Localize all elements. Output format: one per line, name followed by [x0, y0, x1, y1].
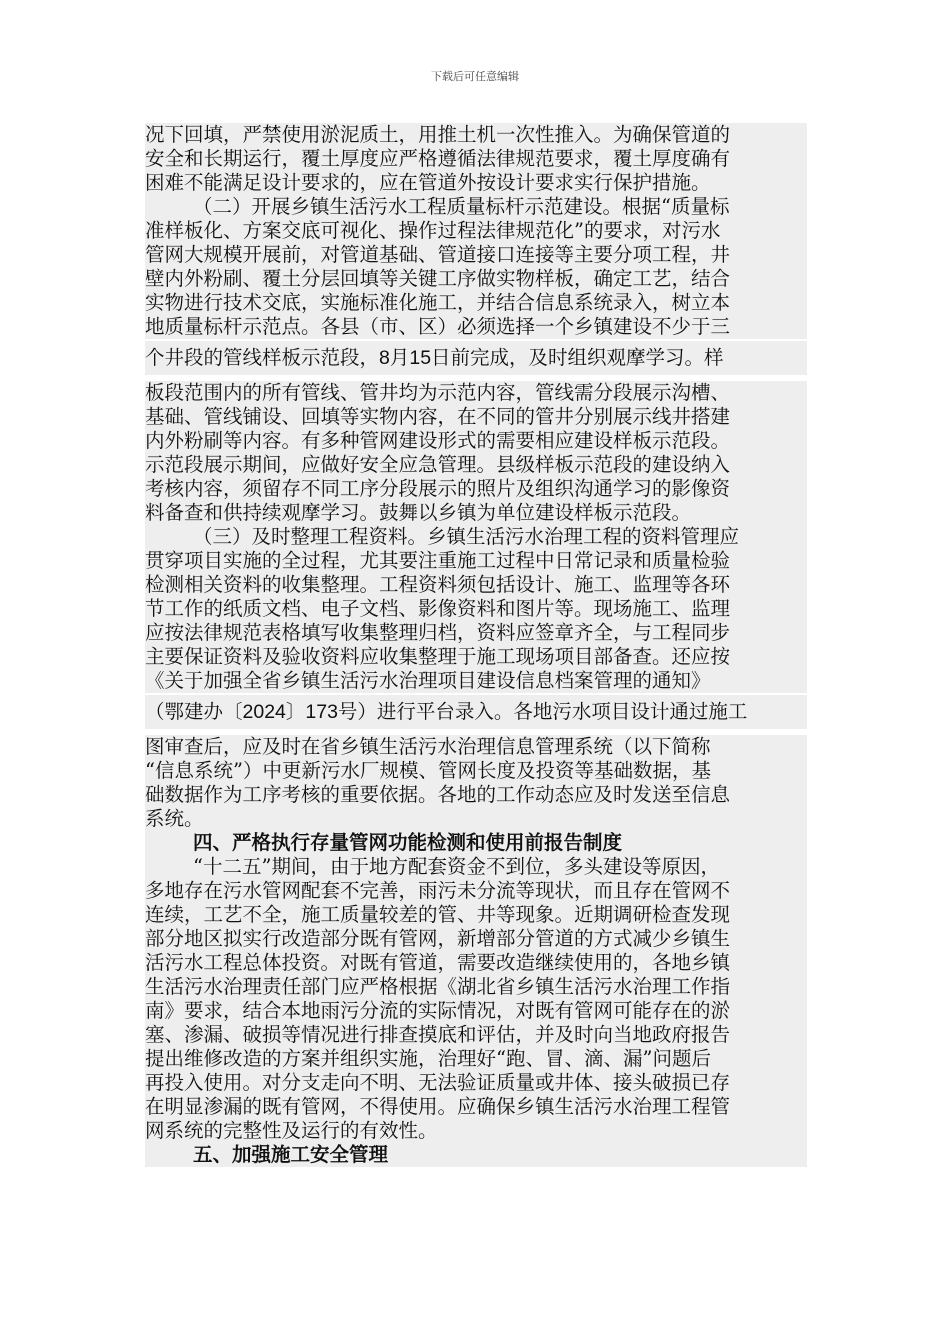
- paragraph-line: 塞、渗漏、破损等情况进行排查摸底和评估，并及时向当地政府报告: [145, 1023, 807, 1047]
- paragraph-line: 图审查后，应及时在省乡镇生活污水治理信息管理系统（以下简称: [145, 735, 807, 759]
- paragraph-line: 在明显渗漏的既有管网，不得使用。应确保乡镇生活污水治理工程管: [145, 1095, 807, 1119]
- section-heading: 五、加强施工安全管理: [145, 1143, 807, 1167]
- paragraph-line: 础数据作为工序考核的重要依据。各地的工作动态应及时发送至信息: [145, 783, 807, 807]
- paragraph-line: 检测相关资料的收集整理。工程资料须包括设计、施工、监理等各环: [145, 573, 807, 597]
- paragraph-line: 连续，工艺不全，施工质量较差的管、井等现象。近期调研检查发现: [145, 903, 807, 927]
- paragraph-line: 贯穿项目实施的全过程，尤其要注重施工过程中日常记录和质量检验: [145, 549, 807, 573]
- paragraph-line: 板段范围内的所有管线、管井均为示范内容，管线需分段展示沟槽、: [145, 381, 807, 405]
- paragraph-line: （三）及时整理工程资料。乡镇生活污水治理工程的资料管理应: [145, 525, 807, 549]
- paragraph-line: 提出维修改造的方案并组织实施，治理好“跑、冒、滴、漏”问题后: [145, 1047, 807, 1071]
- paragraph-line: 基础、管线铺设、回填等实物内容，在不同的管井分别展示线井搭建: [145, 405, 807, 429]
- paragraph-line: 壁内外粉刷、覆土分层回填等关键工序做实物样板，确定工艺，结合: [145, 267, 807, 291]
- paragraph-line: 南》要求，结合本地雨污分流的实际情况，对既有管网可能存在的淤: [145, 999, 807, 1023]
- paragraph-line: 困难不能满足设计要求的，应在管道外按设计要求实行保护措施。: [145, 171, 807, 195]
- paragraph-line: 再投入使用。对分支走向不明、无法验证质量或井体、接头破损已存: [145, 1071, 807, 1095]
- paragraph-line: （二）开展乡镇生活污水工程质量标杆示范建设。根据“质量标: [145, 195, 807, 219]
- paragraph-line: 主要保证资料及验收资料应收集整理于施工现场项目部备查。还应按: [145, 645, 807, 669]
- paragraph-line: 地质量标杆示范点。各县（市、区）必须选择一个乡镇建设不少于三: [145, 315, 807, 339]
- document-body: [145, 123, 807, 1167]
- paragraph-line: 个井段的管线样板示范段，8月15日前完成，及时组织观摩学习。样: [145, 341, 807, 375]
- paragraph-line: “十二五”期间，由于地方配套资金不到位，多头建设等原因，: [145, 855, 807, 879]
- paragraph-line: 活污水工程总体投资。对既有管道，需要改造继续使用的，各地乡镇: [145, 951, 807, 975]
- paragraph-line: 部分地区拟实行改造部分既有管网，新增部分管道的方式减少乡镇生: [145, 927, 807, 951]
- paragraph-line: 内外粉刷等内容。有多种管网建设形式的需要相应建设样板示范段。: [145, 429, 807, 453]
- paragraph-line: 《关于加强全省乡镇生活污水治理项目建设信息档案管理的通知》: [145, 669, 807, 693]
- paragraph-line: 准样板化、方案交底可视化、操作过程法律规范化”的要求，对污水: [145, 219, 807, 243]
- section-heading: 四、严格执行存量管网功能检测和使用前报告制度: [145, 831, 807, 855]
- paragraph-line: 多地存在污水管网配套不完善，雨污未分流等现状，而且存在管网不: [145, 879, 807, 903]
- paragraph-line: 实物进行技术交底，实施标准化施工，并结合信息系统录入，树立本: [145, 291, 807, 315]
- paragraph-line: 系统。: [145, 807, 807, 831]
- paragraph-line: 示范段展示期间，应做好安全应急管理。县级样板示范段的建设纳入: [145, 453, 807, 477]
- paragraph-line: “信息系统”）中更新污水厂规模、管网长度及投资等基础数据，基: [145, 759, 807, 783]
- paragraph-line: 考核内容，须留存不同工序分段展示的照片及组织沟通学习的影像资: [145, 477, 807, 501]
- paragraph-line: 生活污水治理责任部门应严格根据《湖北省乡镇生活污水治理工作指: [145, 975, 807, 999]
- paragraph-line: 网系统的完整性及运行的有效性。: [145, 1119, 807, 1143]
- paragraph-line: 安全和长期运行，覆土厚度应严格遵循法律规范要求，覆土厚度确有: [145, 147, 807, 171]
- paragraph-line: 况下回填，严禁使用淤泥质土，用推土机一次性推入。为确保管道的: [145, 123, 807, 147]
- paragraph-line: （鄂建办〔2024〕173号）进行平台录入。各地污水项目设计通过施工: [145, 695, 807, 729]
- paragraph-line: 料备查和供持续观摩学习。鼓舞以乡镇为单位建设样板示范段。: [145, 501, 807, 525]
- paragraph-line: 管网大规模开展前，对管道基础、管道接口连接等主要分项工程，井: [145, 243, 807, 267]
- page-header: 下载后可任意编辑: [431, 70, 519, 83]
- paragraph-line: 节工作的纸质文档、电子文档、影像资料和图片等。现场施工、监理: [145, 597, 807, 621]
- paragraph-line: 应按法律规范表格填写收集整理归档，资料应签章齐全，与工程同步: [145, 621, 807, 645]
